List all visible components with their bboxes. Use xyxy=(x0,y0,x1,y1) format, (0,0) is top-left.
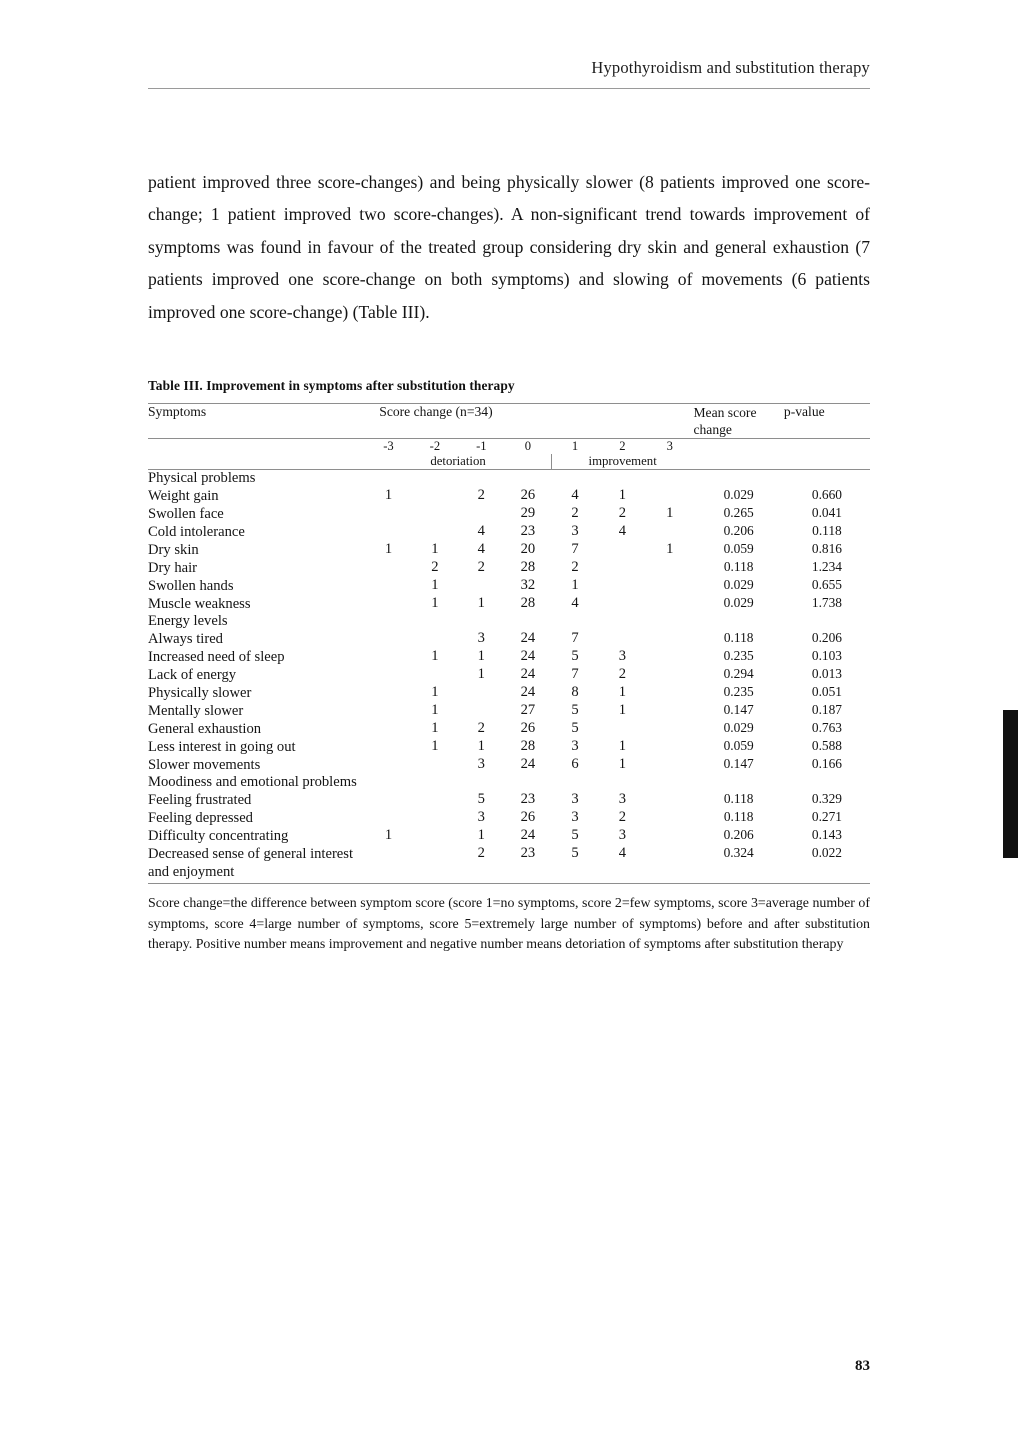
score-cell: 32 xyxy=(520,577,536,593)
score-cell xyxy=(412,505,458,523)
mean-score-change-cell: 0.059 xyxy=(723,738,754,753)
mean-score-change-cell: 0.029 xyxy=(723,595,754,610)
symptom-label: Feeling frustrated xyxy=(148,792,252,808)
section-heading-row xyxy=(148,470,870,488)
score-cell xyxy=(646,666,693,684)
section-title: Physical problems xyxy=(148,470,256,486)
score-cell: 28 xyxy=(520,559,536,575)
score-cell xyxy=(365,720,411,738)
mean-score-change-cell: 0.147 xyxy=(723,756,754,771)
score-cell: 1 xyxy=(477,595,485,611)
score-cell: 3 xyxy=(571,738,579,754)
score-cell: 4 xyxy=(618,523,627,539)
header-symptoms: Symptoms xyxy=(148,404,207,419)
score-cell xyxy=(412,791,458,809)
symptom-improvement-table xyxy=(148,403,870,881)
symptom-label: General exhaustion xyxy=(148,721,262,737)
score-cell: 1 xyxy=(431,684,439,700)
score-cell xyxy=(646,648,693,666)
score-cell xyxy=(365,702,411,720)
score-cell xyxy=(599,630,646,648)
mean-score-change-cell: 0.118 xyxy=(723,791,754,806)
score-cell xyxy=(599,559,646,577)
p-value-cell: 0.588 xyxy=(811,738,843,753)
symptom-label: Lack of energy xyxy=(148,667,237,683)
scale-minus2: -2 xyxy=(429,439,441,453)
score-cell: 5 xyxy=(571,827,579,843)
scale-plus2: 2 xyxy=(619,439,626,453)
scale-plus1: 1 xyxy=(571,439,579,453)
p-value-cell: 0.051 xyxy=(811,684,843,699)
score-cell xyxy=(365,559,411,577)
symptom-label: Feeling depressed xyxy=(148,810,253,826)
score-cell: 4 xyxy=(477,523,485,539)
p-value-cell: 0.103 xyxy=(811,648,843,663)
symptom-label: Less interest in going out xyxy=(148,739,296,755)
score-cell: 6 xyxy=(571,756,579,772)
score-cell xyxy=(412,630,458,648)
p-value-cell: 0.013 xyxy=(811,666,843,681)
symptom-label: Difficulty concentrating xyxy=(148,828,289,844)
score-cell xyxy=(646,738,693,756)
mean-score-change-cell: 0.029 xyxy=(723,487,754,502)
score-cell xyxy=(646,827,693,845)
score-cell: 1 xyxy=(431,738,439,754)
score-cell: 3 xyxy=(618,827,627,843)
table-row xyxy=(148,595,870,613)
table-iii xyxy=(148,378,870,884)
score-cell: 26 xyxy=(520,720,536,736)
score-cell: 3 xyxy=(571,791,579,807)
p-value-cell: 0.187 xyxy=(811,702,843,717)
mean-score-change-cell: 0.118 xyxy=(723,630,754,645)
score-cell: 5 xyxy=(571,720,579,736)
score-cell: 2 xyxy=(618,666,627,682)
score-cell xyxy=(646,559,693,577)
score-cell xyxy=(365,630,411,648)
score-cell: 1 xyxy=(477,666,485,682)
score-cell: 3 xyxy=(477,809,485,825)
score-cell: 1 xyxy=(477,738,485,754)
symptom-label: Always tired xyxy=(148,631,223,647)
score-cell xyxy=(365,666,411,684)
header-mean-score-change: Mean score change xyxy=(693,405,757,437)
group-label-deterioration: detoriation xyxy=(365,454,551,470)
score-cell: 3 xyxy=(618,648,627,664)
group-p-spacer xyxy=(784,454,870,470)
score-cell xyxy=(365,756,411,774)
score-cell: 4 xyxy=(571,487,579,503)
score-cell: 3 xyxy=(477,756,485,772)
score-cell xyxy=(365,684,411,702)
score-cell: 1 xyxy=(477,648,485,664)
symptom-label: Swollen face xyxy=(148,506,224,522)
symptom-label: Decreased sense of general interest and enjoyment xyxy=(148,846,354,880)
mean-score-change-cell: 0.265 xyxy=(723,505,754,520)
table-bottom-rule xyxy=(148,883,870,884)
p-value-cell: 0.271 xyxy=(811,809,843,824)
symptom-label: Increased need of sleep xyxy=(148,649,285,665)
score-cell: 24 xyxy=(520,666,536,682)
score-cell xyxy=(365,505,411,523)
score-cell xyxy=(599,720,646,738)
score-cell: 1 xyxy=(384,827,393,843)
section-title: Moodiness and emotional problems xyxy=(148,774,357,790)
table-row xyxy=(148,648,870,666)
score-cell xyxy=(599,541,646,559)
score-cell xyxy=(412,756,458,774)
score-cell xyxy=(412,827,458,845)
p-value-cell: 0.816 xyxy=(811,541,843,556)
symptom-label: Slower movements xyxy=(148,757,261,773)
score-cell: 29 xyxy=(520,505,536,521)
score-cell xyxy=(365,595,411,613)
score-cell: 3 xyxy=(571,809,579,825)
score-cell xyxy=(458,702,504,720)
score-cell xyxy=(646,702,693,720)
score-cell: 1 xyxy=(384,541,393,557)
table-row xyxy=(148,630,870,648)
score-cell xyxy=(365,845,411,881)
score-cell xyxy=(458,684,504,702)
score-cell xyxy=(365,791,411,809)
group-label-row xyxy=(148,454,870,470)
score-cell xyxy=(412,487,458,505)
mean-score-change-cell: 0.118 xyxy=(723,559,754,574)
table-row xyxy=(148,720,870,738)
score-cell xyxy=(646,595,693,613)
score-cell xyxy=(646,523,693,541)
symptom-label: Physically slower xyxy=(148,685,252,701)
score-cell: 1 xyxy=(431,648,439,664)
score-cell xyxy=(412,809,458,827)
score-cell: 27 xyxy=(520,702,536,718)
header-rule xyxy=(148,88,870,89)
symptom-label: Swollen hands xyxy=(148,578,234,594)
score-cell: 24 xyxy=(520,630,536,646)
symptom-label: Weight gain xyxy=(148,488,219,504)
score-cell: 7 xyxy=(571,630,579,646)
score-cell: 1 xyxy=(618,738,627,754)
score-cell xyxy=(599,577,646,595)
score-cell xyxy=(412,845,458,881)
p-value-cell: 1.234 xyxy=(811,559,843,574)
score-cell: 1 xyxy=(666,541,674,557)
mean-score-change-cell: 0.147 xyxy=(723,702,754,717)
score-cell: 26 xyxy=(520,809,536,825)
symptom-label: Muscle weakness xyxy=(148,596,251,612)
edge-thumb-marker xyxy=(1003,710,1018,858)
score-cell: 1 xyxy=(384,487,393,503)
p-value-cell: 0.022 xyxy=(811,845,843,860)
table-header-row xyxy=(148,404,870,439)
score-cell xyxy=(646,791,693,809)
mean-score-change-cell: 0.235 xyxy=(723,648,754,663)
mean-score-change-cell: 0.206 xyxy=(723,523,754,538)
p-value-cell: 0.329 xyxy=(811,791,843,806)
score-cell: 2 xyxy=(477,559,485,575)
page-number: 83 xyxy=(855,1358,870,1374)
table-row xyxy=(148,756,870,774)
header-p-value: p-value xyxy=(783,404,825,419)
symptom-label: Cold intolerance xyxy=(148,524,245,540)
table-body xyxy=(148,470,870,882)
score-cell: 7 xyxy=(571,541,579,557)
mean-score-change-cell: 0.235 xyxy=(723,684,754,699)
score-cell: 5 xyxy=(477,791,485,807)
table-row xyxy=(148,487,870,505)
body-paragraph: patient improved three score-changes) and being physically slower (8 patients improved one score-change; 1 patient improved two score-changes). A non-significant trend towards improvement of symptoms was found in favour of the treated group considering dry skin and general exhaustion (7 patients improved one score-change on both symptoms) and slowing of movements (6 patients improved one score-change) (Table III). xyxy=(148,171,870,322)
table-row xyxy=(148,738,870,756)
p-value-cell: 0.655 xyxy=(811,577,843,592)
p-value-cell: 0.206 xyxy=(811,630,843,645)
p-value-cell: 0.166 xyxy=(811,756,843,771)
score-cell xyxy=(365,648,411,666)
score-cell: 8 xyxy=(571,684,579,700)
score-cell: 28 xyxy=(520,738,536,754)
table-row xyxy=(148,809,870,827)
score-cell: 5 xyxy=(571,845,579,861)
header-score-change: Score change (n=34) xyxy=(379,404,493,419)
score-cell: 1 xyxy=(431,577,439,593)
group-row-spacer xyxy=(148,454,365,470)
mean-score-change-cell: 0.029 xyxy=(723,577,754,592)
score-cell: 3 xyxy=(618,791,627,807)
score-cell: 2 xyxy=(618,809,627,825)
table-row xyxy=(148,505,870,523)
p-value-cell: 0.763 xyxy=(811,720,843,735)
p-value-cell: 1.738 xyxy=(811,595,843,610)
score-cell: 24 xyxy=(520,684,536,700)
score-cell xyxy=(599,595,646,613)
score-cell: 1 xyxy=(571,577,579,593)
scale-minus1: -1 xyxy=(476,439,487,453)
score-cell: 3 xyxy=(477,630,485,646)
score-cell: 5 xyxy=(571,702,579,718)
scale-plus3: 3 xyxy=(666,439,673,453)
score-cell: 1 xyxy=(431,595,439,611)
score-cell: 4 xyxy=(477,541,485,557)
score-cell: 1 xyxy=(431,541,439,557)
score-cell: 3 xyxy=(571,523,579,539)
p-value-cell: 0.660 xyxy=(811,487,843,502)
mean-score-change-cell: 0.118 xyxy=(723,809,754,824)
scale-row xyxy=(148,439,870,455)
score-cell xyxy=(365,809,411,827)
mean-score-change-cell: 0.029 xyxy=(723,720,754,735)
score-cell: 2 xyxy=(571,559,579,575)
section-heading-row xyxy=(148,774,870,791)
score-cell xyxy=(646,845,693,881)
score-cell: 1 xyxy=(666,505,674,521)
score-cell xyxy=(646,809,693,827)
score-cell xyxy=(412,523,458,541)
score-cell: 1 xyxy=(431,720,439,736)
score-cell: 4 xyxy=(618,845,627,861)
score-cell: 26 xyxy=(520,487,536,503)
score-cell: 28 xyxy=(520,595,536,611)
table-row xyxy=(148,845,870,881)
score-cell: 7 xyxy=(571,666,579,682)
score-cell: 4 xyxy=(571,595,579,611)
scale-p-spacer xyxy=(784,439,870,455)
running-head: Hypothyroidism and substitution therapy xyxy=(591,58,870,77)
table-row xyxy=(148,541,870,559)
mean-score-change-cell: 0.206 xyxy=(723,827,754,842)
scale-zero: 0 xyxy=(524,439,532,453)
scale-mean-spacer xyxy=(693,439,783,455)
score-cell: 1 xyxy=(618,684,627,700)
section-title: Energy levels xyxy=(148,613,228,629)
table-row xyxy=(148,684,870,702)
score-cell xyxy=(458,505,504,523)
score-cell: 23 xyxy=(520,791,536,807)
symptom-label: Dry hair xyxy=(148,560,198,576)
p-value-cell: 0.143 xyxy=(811,827,843,842)
score-cell xyxy=(365,577,411,595)
symptom-label: Dry skin xyxy=(148,542,199,558)
score-cell xyxy=(365,523,411,541)
score-cell: 1 xyxy=(477,827,485,843)
table-row xyxy=(148,666,870,684)
score-cell: 24 xyxy=(520,827,536,843)
mean-score-change-cell: 0.324 xyxy=(723,845,754,860)
score-cell: 1 xyxy=(618,756,627,772)
score-cell xyxy=(365,738,411,756)
score-cell: 2 xyxy=(477,720,485,736)
scale-minus3: -3 xyxy=(383,439,394,453)
score-cell: 1 xyxy=(618,487,627,503)
scale-row-spacer xyxy=(148,439,365,455)
score-cell: 23 xyxy=(520,523,536,539)
table-caption: Table III. Improvement in symptoms after substitution therapy xyxy=(148,378,515,393)
score-cell xyxy=(646,720,693,738)
score-cell: 20 xyxy=(520,541,536,557)
p-value-cell: 0.118 xyxy=(812,523,842,538)
score-cell xyxy=(412,666,458,684)
score-cell: 2 xyxy=(477,845,485,861)
score-cell: 1 xyxy=(431,702,439,718)
table-footnote: Score change=the difference between symptom score (score 1=no symptoms, score 2=few symptoms, score 3=average number of symptoms, score 4=large number of symptoms, score 5=extremely large number of symptoms) before and after substitution therapy. Positive number means improvement and negative number means detoriation of symptoms after substitution therapy xyxy=(148,896,870,952)
score-cell xyxy=(458,577,504,595)
score-cell xyxy=(646,577,693,595)
table-row xyxy=(148,827,870,845)
score-cell: 24 xyxy=(520,756,536,772)
score-cell xyxy=(646,756,693,774)
score-cell: 2 xyxy=(431,559,439,575)
group-mean-spacer xyxy=(693,454,783,470)
score-cell: 1 xyxy=(618,702,627,718)
score-cell xyxy=(646,684,693,702)
p-value-cell: 0.041 xyxy=(811,505,843,520)
section-heading-row xyxy=(148,613,870,630)
mean-score-change-cell: 0.294 xyxy=(723,666,754,681)
score-cell: 23 xyxy=(520,845,536,861)
score-cell: 2 xyxy=(477,487,485,503)
table-row xyxy=(148,577,870,595)
mean-score-change-cell: 0.059 xyxy=(723,541,754,556)
score-cell xyxy=(646,630,693,648)
group-label-improvement: improvement xyxy=(588,454,657,468)
table-row xyxy=(148,523,870,541)
score-cell: 2 xyxy=(618,505,627,521)
table-row xyxy=(148,791,870,809)
score-cell: 24 xyxy=(520,648,536,664)
table-row xyxy=(148,702,870,720)
score-cell: 2 xyxy=(571,505,579,521)
table-row xyxy=(148,559,870,577)
score-cell xyxy=(646,487,693,505)
symptom-label: Mentally slower xyxy=(148,703,244,719)
score-cell: 5 xyxy=(571,648,579,664)
